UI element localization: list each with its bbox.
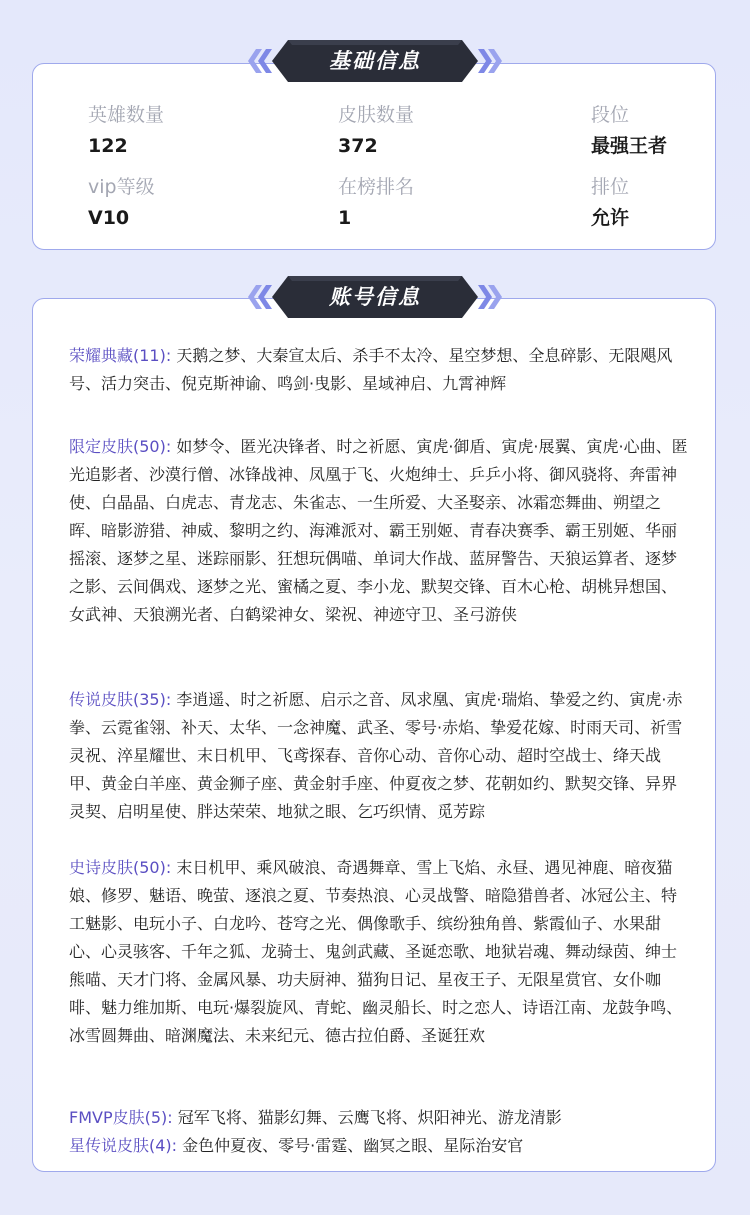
- basic-info-banner: [246, 36, 504, 86]
- hero-count-value: 122: [88, 135, 128, 157]
- ranked-match-value: 允许: [591, 207, 630, 229]
- rank-tier-label: 段位: [591, 104, 630, 126]
- skin-count-field: [338, 102, 568, 159]
- category-label: 星传说皮肤(4):: [69, 1136, 178, 1155]
- category-limited-skins: [69, 433, 689, 629]
- basic-info-title: 基础信息: [329, 49, 421, 73]
- basic-info-card: [32, 63, 716, 250]
- leaderboard-rank-value: 1: [338, 207, 352, 229]
- category-glory-collection: [69, 342, 689, 398]
- ranked-match-label: 排位: [591, 176, 630, 198]
- category-label: 荣耀典藏(11):: [69, 346, 172, 365]
- category-items: 天鹅之梦、大秦宣太后、杀手不太冷、星空梦想、全息碎影、无限飓风号、活力突击、倪克斯神谕、鸣剑·曳影、星域神启、九霄神辉: [69, 346, 673, 393]
- category-label: 传说皮肤(35):: [69, 690, 172, 709]
- category-items: 冠军飞将、猫影幻舞、云鹰飞将、炽阳神光、游龙清影: [177, 1108, 562, 1127]
- category-items: 李逍遥、时之祈愿、启示之音、凤求凰、寅虎·瑞焰、挚爱之约、寅虎·赤拳、云霓雀翎、补天、太华、一念神魔、武圣、零号·赤焰、挚爱花嫁、时雨天司、祈雪灵祝、淬星耀世、末日机甲、飞鸢探春、音你心动、音你心动、超时空战士、绛天战甲、黄金白羊座、黄金狮子座、黄金射手座、仲夏夜之梦、花朝如约、默契交锋、异界灵契、启明星使、胖达荣荣、地狱之眼、乞巧织情、觅芳踪: [69, 690, 683, 821]
- rank-tier-field: [591, 102, 750, 159]
- category-items: 金色仲夏夜、零号·雷霆、幽冥之眼、星际治安官: [182, 1136, 524, 1155]
- vip-level-label: vip等级: [88, 176, 155, 198]
- category-star-legend-skins: [69, 1132, 689, 1160]
- account-info-card: [32, 298, 716, 1172]
- category-items: 末日机甲、乘风破浪、奇遇舞章、雪上飞焰、永昼、遇见神鹿、暗夜猫娘、修罗、魅语、晚萤、逐浪之夏、节奏热浪、心灵战警、暗隐猎兽者、冰冠公主、特工魅影、电玩小子、白龙吟、苍穹之光、偶像歌手、缤纷独角兽、紫霞仙子、水果甜心、心灵骇客、千年之狐、龙骑士、鬼剑武藏、圣诞恋歌、地狱岩魂、舞动绿茵、绅士熊喵、天才门将、金属风暴、功夫厨神、猫狗日记、星夜王子、无限星赏官、女仆咖啡、魅力维加斯、电玩·爆裂旋风、青蛇、幽灵船长、时之恋人、诗语江南、龙鼓争鸣、冰雪圆舞曲、暗渊魔法、未来纪元、德古拉伯爵、圣诞狂欢: [69, 858, 683, 1045]
- rank-tier-value: 最强王者: [591, 135, 668, 157]
- category-label: FMVP皮肤(5):: [69, 1108, 173, 1127]
- account-info-banner: [246, 272, 504, 322]
- ranked-match-field: [591, 174, 750, 231]
- category-items: 如梦令、匿光决锋者、时之祈愿、寅虎·御盾、寅虎·展翼、寅虎·心曲、匿光追影者、沙漠行僧、冰锋战神、凤凰于飞、火炮绅士、乒乒小将、御风骁将、奔雷神使、白晶晶、白虎志、青龙志、朱雀志、一生所爱、大圣娶亲、冰霜恋舞曲、朔望之晖、暗影游猎、神威、黎明之约、海滩派对、霸王别姬、青春决赛季、霸王别姬、华丽摇滚、逐梦之星、迷踪丽影、狂想玩偶喵、单词大作战、蓝屏警告、天狼运算者、逐梦之影、云间偶戏、逐梦之光、蜜橘之夏、李小龙、默契交锋、百木心枪、胡桃异想国、女武神、天狼溯光者、白鹤梁神女、梁祝、神迹守卫、圣弓游侠: [69, 437, 688, 624]
- category-epic-skins: [69, 854, 689, 1050]
- vip-level-field: [88, 174, 318, 231]
- category-label: 限定皮肤(50):: [69, 437, 172, 456]
- hero-count-label: 英雄数量: [88, 104, 165, 126]
- category-label: 史诗皮肤(50):: [69, 858, 172, 877]
- skin-count-label: 皮肤数量: [338, 104, 415, 126]
- leaderboard-rank-field: [338, 174, 568, 231]
- leaderboard-rank-label: 在榜排名: [338, 176, 415, 198]
- skin-count-value: 372: [338, 135, 378, 157]
- account-info-title: 账号信息: [329, 285, 421, 309]
- vip-level-value: V10: [88, 207, 130, 229]
- hero-count-field: [88, 102, 318, 159]
- category-legendary-skins: [69, 686, 689, 826]
- category-fmvp-skins: [69, 1104, 689, 1132]
